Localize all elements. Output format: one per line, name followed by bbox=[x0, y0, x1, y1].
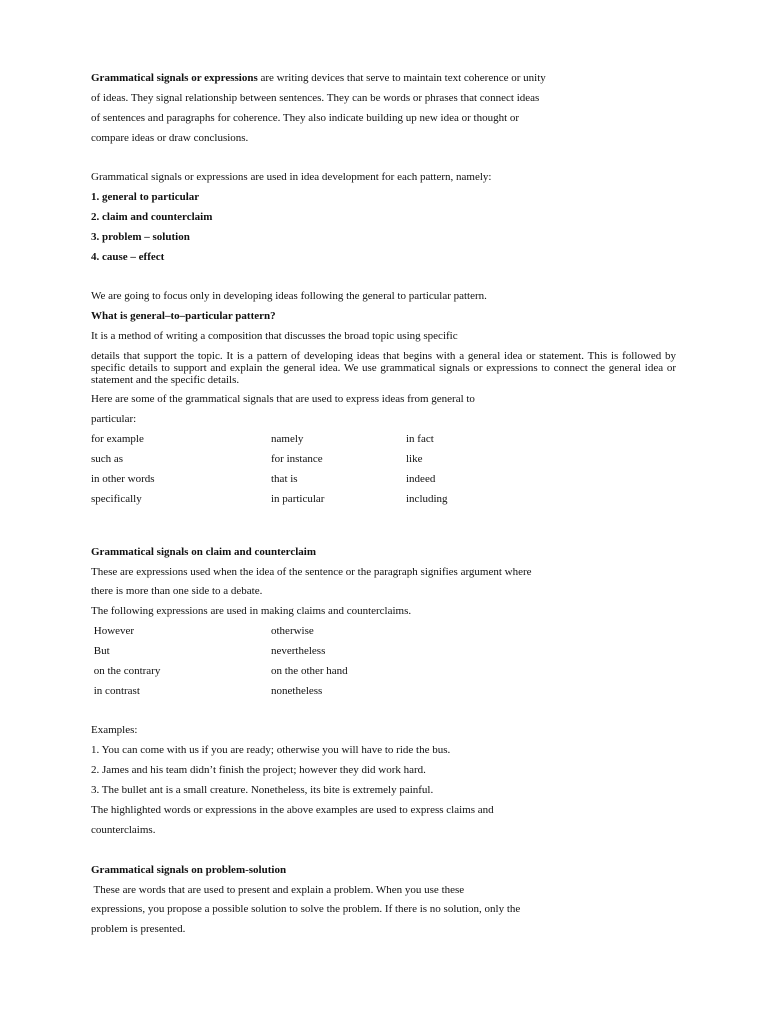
pattern-item: 3. problem – solution bbox=[91, 231, 190, 243]
example-item: 3. The bullet ant is a small creature. Nonetheless, its bite is extremely painful. bbox=[91, 784, 434, 796]
signal-cell: in other words bbox=[91, 473, 155, 485]
patterns-lead: Grammatical signals or expressions are used in idea development for each pattern, namely: bbox=[91, 171, 492, 183]
examples-note-line-1: The highlighted words or expressions in the above examples are used to express claims and bbox=[91, 804, 494, 816]
claim-signal-cell: nevertheless bbox=[271, 645, 326, 657]
signals-intro-line-2: particular: bbox=[91, 413, 137, 425]
claim-signal-cell: in contrast bbox=[91, 685, 140, 697]
problem-desc-line-2: expressions, you propose a possible solution to solve the problem. If there is no solution, only the bbox=[91, 903, 521, 915]
claim-signal-cell: nonetheless bbox=[271, 685, 323, 697]
pattern-item: 2. claim and counterclaim bbox=[91, 211, 213, 223]
intro-term: Grammatical signals or expressions bbox=[91, 72, 258, 84]
claim-desc-line-3: The following expressions are used in making claims and counterclaims. bbox=[91, 605, 412, 617]
signal-cell: in particular bbox=[271, 493, 325, 505]
definition-paragraph: details that support the topic. It is a pattern of developing ideas that begins with a general idea or statement. This is followed by specific details to support and explain the general idea. We use grammatical signals or expressions to connect the general idea or statement and the specific details. bbox=[91, 350, 676, 386]
examples-label: Examples: bbox=[91, 724, 138, 736]
pattern-item: 1. general to particular bbox=[91, 191, 200, 203]
claim-signal-cell: on the other hand bbox=[271, 665, 348, 677]
problem-solution-heading: Grammatical signals on problem-solution bbox=[91, 864, 287, 876]
signal-cell: like bbox=[406, 453, 423, 465]
intro-line-1 bbox=[91, 72, 546, 85]
general-particular-question: What is general–to–particular pattern? bbox=[91, 310, 276, 322]
claim-counterclaim-heading: Grammatical signals on claim and counterclaim bbox=[91, 546, 316, 558]
signal-cell: that is bbox=[271, 473, 298, 485]
signal-cell: indeed bbox=[406, 473, 436, 485]
example-item: 1. You can come with us if you are ready; otherwise you will have to ride the bus. bbox=[91, 744, 451, 756]
signal-cell: for instance bbox=[271, 453, 323, 465]
claim-signal-cell: on the contrary bbox=[91, 665, 161, 677]
definition-line-1: It is a method of writing a composition that discusses the broad topic using specific bbox=[91, 330, 458, 342]
claim-desc-line-1: These are expressions used when the idea of the sentence or the paragraph signifies argument where bbox=[91, 566, 532, 578]
signal-cell: including bbox=[406, 493, 448, 505]
intro-line-4: compare ideas or draw conclusions. bbox=[91, 132, 249, 144]
focus-sentence: We are going to focus only in developing ideas following the general to particular pattern. bbox=[91, 290, 487, 302]
problem-desc-line-3: problem is presented. bbox=[91, 923, 186, 935]
signal-cell: in fact bbox=[406, 433, 434, 445]
problem-desc-line-1: These are words that are used to present and explain a problem. When you use these bbox=[91, 884, 465, 896]
pattern-item: 4. cause – effect bbox=[91, 251, 165, 263]
signal-cell: for example bbox=[91, 433, 144, 445]
intro-line-3: of sentences and paragraphs for coherence. They also indicate building up new idea or thought or bbox=[91, 112, 520, 124]
claim-desc-line-2: there is more than one side to a debate. bbox=[91, 585, 263, 597]
claim-signal-cell: otherwise bbox=[271, 625, 314, 637]
claim-signal-cell: However bbox=[91, 625, 135, 637]
signal-cell: such as bbox=[91, 453, 124, 465]
signals-intro-line-1: Here are some of the grammatical signals that are used to express ideas from general to bbox=[91, 393, 475, 405]
example-item: 2. James and his team didn’t finish the project; however they did work hard. bbox=[91, 764, 426, 776]
signal-cell: namely bbox=[271, 433, 304, 445]
examples-note-line-2: counterclaims. bbox=[91, 824, 156, 836]
intro-line-1-rest: are writing devices that serve to maintain text coherence or unity bbox=[257, 72, 546, 84]
signal-cell: specifically bbox=[91, 493, 142, 505]
claim-signal-cell: But bbox=[91, 645, 110, 657]
intro-line-2: of ideas. They signal relationship between sentences. They can be words or phrases that connect ideas bbox=[91, 92, 540, 104]
